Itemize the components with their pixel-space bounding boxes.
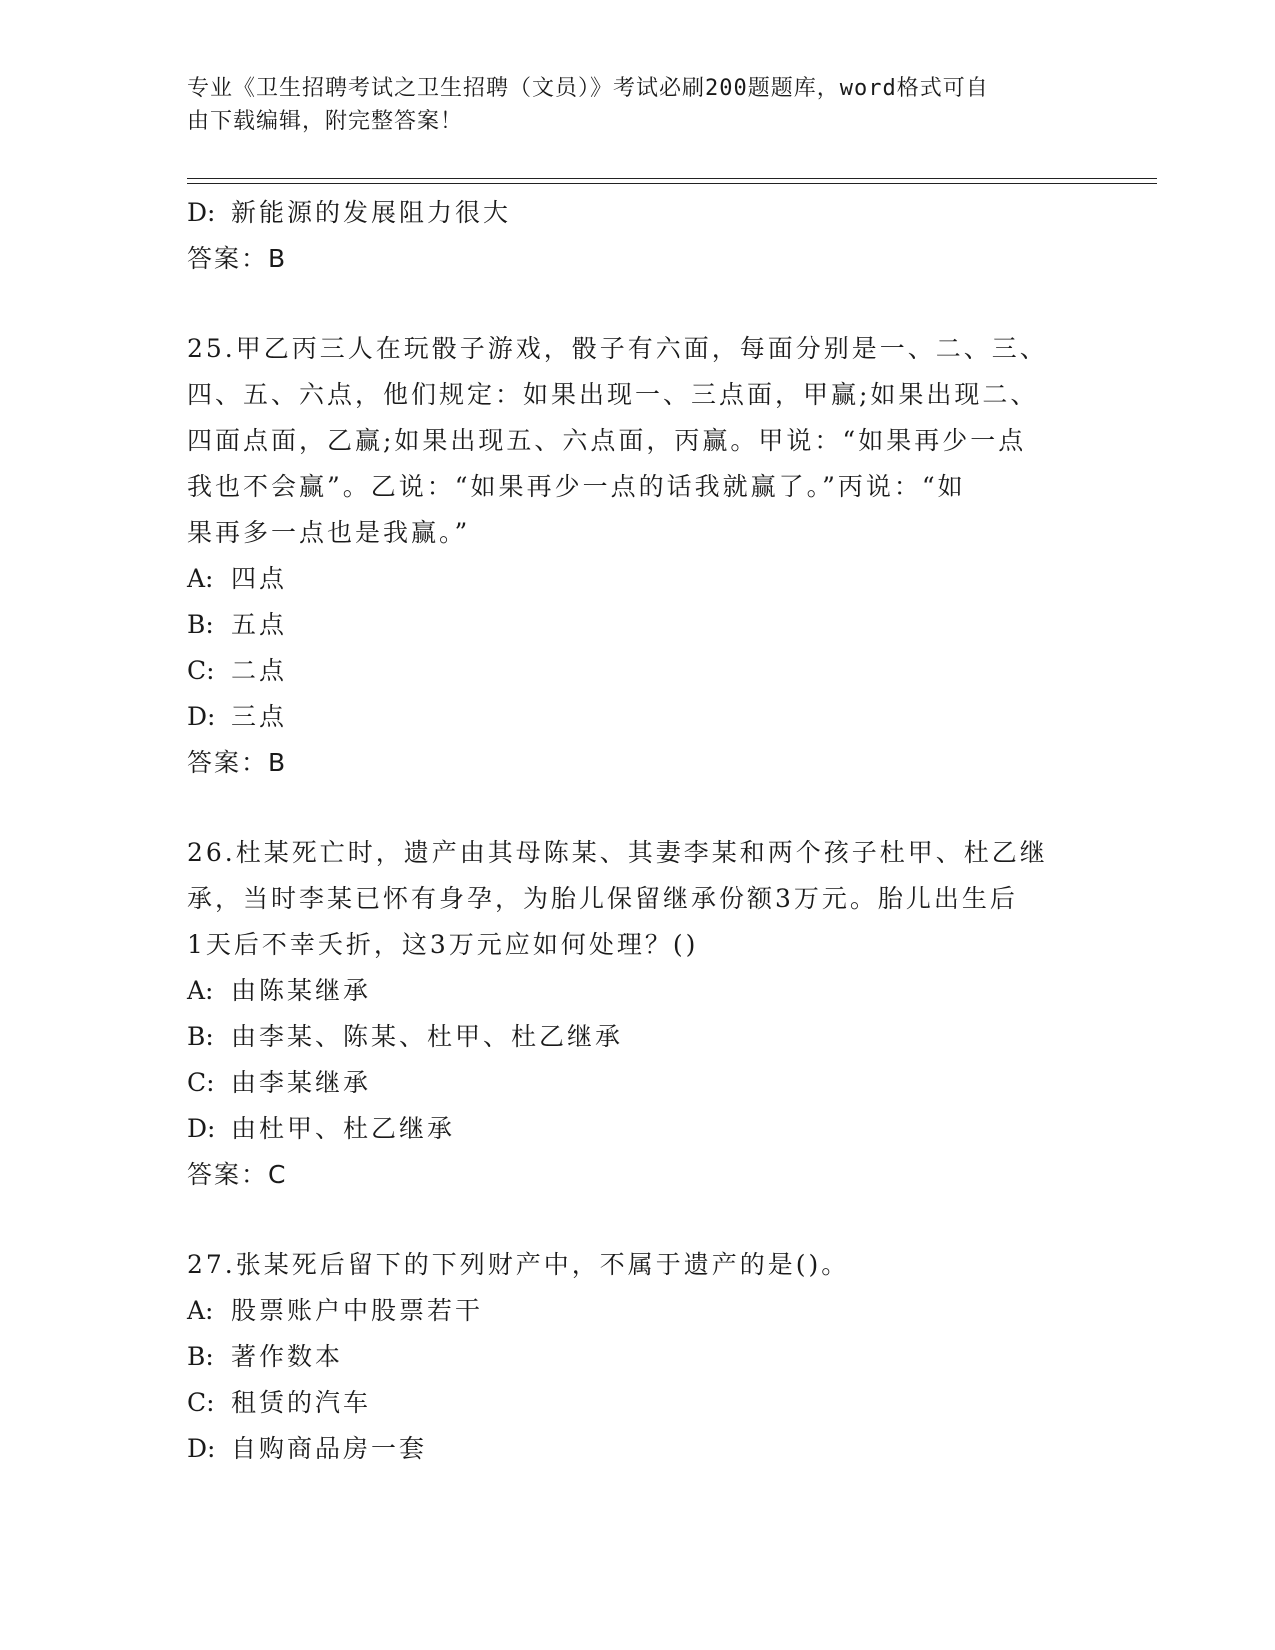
option-a <box>187 556 1087 602</box>
question-text-line: 果再多一点也是我赢。” <box>187 518 471 547</box>
option-label: B: <box>187 1022 214 1051</box>
option-label: B: <box>187 1342 214 1371</box>
question-text-line: 25.甲乙丙三人在玩骰子游戏，骰子有六面，每面分别是一、二、三、 <box>187 334 1048 363</box>
option-label: D: <box>187 198 216 227</box>
option-b <box>187 602 1087 648</box>
question-text-line: 我也不会赢”。乙说：“如果再少一点的话我就赢了。”丙说：“如 <box>187 472 966 501</box>
question-27 <box>187 1242 1087 1472</box>
option-label: D: <box>187 1114 216 1143</box>
option-b <box>187 1334 1087 1380</box>
question-text-line: 四、五、六点，他们规定：如果出现一、三点面，甲赢;如果出现二、 <box>187 380 1039 409</box>
option-a <box>187 968 1087 1014</box>
option-label: C: <box>187 656 215 685</box>
option-text: 由杜甲、杜乙继承 <box>231 1114 456 1143</box>
header-line-1: 专业《卫生招聘考试之卫生招聘（文员）》考试必刷200题题库，word格式可自 <box>187 76 989 101</box>
document-header <box>187 72 1087 138</box>
question-25 <box>187 326 1087 786</box>
option-text: 新能源的发展阻力很大 <box>231 198 512 227</box>
header-divider <box>187 178 1157 179</box>
option-text: 由李某、陈某、杜甲、杜乙继承 <box>231 1022 624 1051</box>
question-26 <box>187 830 1087 1198</box>
question-text-line: 1天后不幸夭折，这3万元应如何处理？() <box>187 930 699 959</box>
question-text-line: 承，当时李某已怀有身孕，为胎儿保留继承份额3万元。胎儿出生后 <box>187 884 1018 913</box>
option-c <box>187 648 1087 694</box>
option-text: 由李某继承 <box>231 1068 372 1097</box>
option-label: D: <box>187 702 216 731</box>
option-label: C: <box>187 1068 215 1097</box>
option-text: 由陈某继承 <box>231 976 372 1005</box>
option-text: 股票账户中股票若干 <box>231 1296 484 1325</box>
option-label: A: <box>187 976 214 1005</box>
option-text: 著作数本 <box>231 1342 344 1371</box>
option-label: A: <box>187 1296 214 1325</box>
question-text-line: 26.杜某死亡时，遗产由其母陈某、其妻李某和两个孩子杜甲、杜乙继 <box>187 838 1048 867</box>
option-a <box>187 1288 1087 1334</box>
question-text-line: 27.张某死后留下的下列财产中，不属于遗产的是()。 <box>187 1250 850 1279</box>
option-label: B: <box>187 610 214 639</box>
question-content <box>187 190 1087 1472</box>
option-c <box>187 1380 1087 1426</box>
option-b <box>187 1014 1087 1060</box>
answer-line: 答案：C <box>187 1160 288 1189</box>
option-d <box>187 190 1087 236</box>
option-label: D: <box>187 1434 216 1463</box>
option-c <box>187 1060 1087 1106</box>
question-text-line: 四面点面，乙赢;如果出现五、六点面，丙赢。甲说：“如果再少一点 <box>187 426 1027 455</box>
option-d <box>187 694 1087 740</box>
header-divider-secondary <box>187 183 1157 184</box>
option-text: 二点 <box>231 656 288 685</box>
option-label: C: <box>187 1388 215 1417</box>
option-d <box>187 1426 1087 1472</box>
option-text: 五点 <box>231 610 288 639</box>
option-text: 租赁的汽车 <box>231 1388 372 1417</box>
answer-line: 答案：B <box>187 244 288 273</box>
option-text: 四点 <box>231 564 288 593</box>
header-line-2: 由下载编辑，附完整答案！ <box>187 109 464 134</box>
answer-line: 答案：B <box>187 748 288 777</box>
option-d <box>187 1106 1087 1152</box>
option-label: A: <box>187 564 214 593</box>
option-text: 自购商品房一套 <box>231 1434 428 1463</box>
option-text: 三点 <box>231 702 288 731</box>
